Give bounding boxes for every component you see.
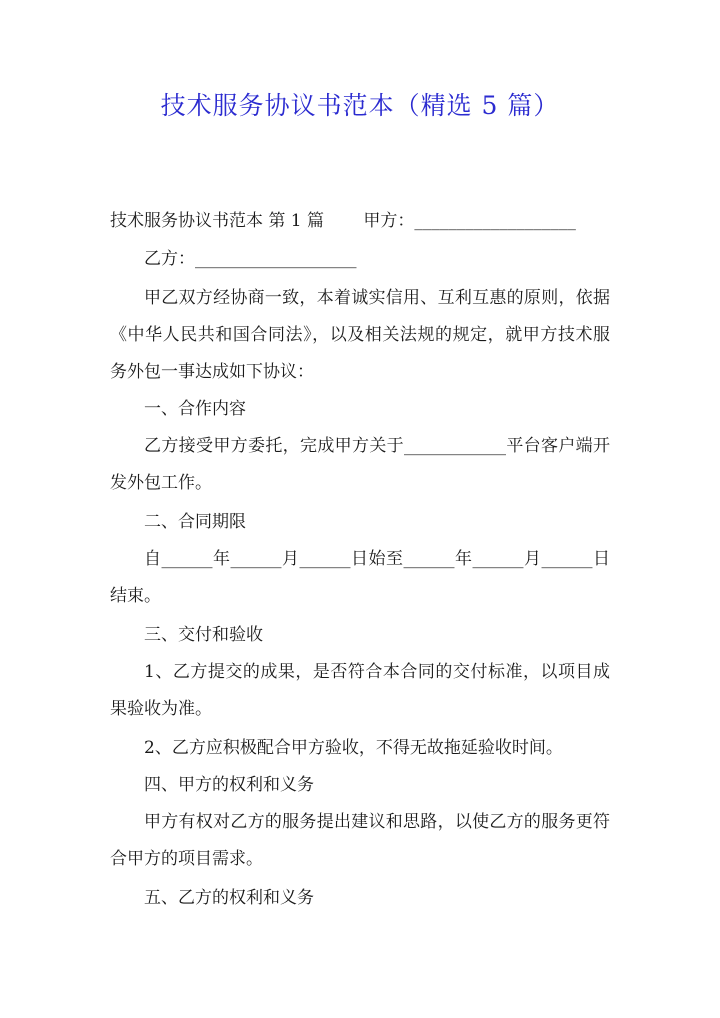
paragraph-delivery-2: 2、乙方应积极配合甲方验收，不得无故拖延验收时间。: [144, 738, 563, 758]
paragraph-intro: 甲乙双方经协商一致，本着诚实信用、互利互惠的原则，依据《中华人民共和国合同法》，以及相关法规的规定，就甲方技术服务外包一事达成如下协议：: [110, 288, 610, 382]
document-title: 技术服务协议书范本（精选 5 篇）: [160, 91, 560, 120]
header-line: 技术服务协议书范本 第 1 篇 甲方：___________________: [110, 211, 576, 231]
paragraph-party-a-rights: 甲方有权对乙方的服务提出建议和思路，以使乙方的服务更符合甲方的项目需求。: [110, 812, 610, 869]
party-b-line: 乙方：___________________: [144, 249, 357, 269]
paragraph-term: 自______年______月______日始至______年______月______日结束。: [110, 549, 610, 606]
section-heading-1: 一、合作内容: [144, 399, 246, 419]
section-heading-4: 四、甲方的权利和义务: [144, 775, 314, 795]
section-heading-5: 五、乙方的权利和义务: [144, 888, 314, 908]
section-heading-3: 三、交付和验收: [144, 625, 263, 645]
section-heading-2: 二、合同期限: [144, 512, 246, 532]
paragraph-cooperation: 乙方接受甲方委托，完成甲方关于____________平台客户端开发外包工作。: [110, 436, 610, 493]
paragraph-delivery-1: 1、乙方提交的成果，是否符合本合同的交付标准，以项目成果验收为准。: [110, 662, 610, 719]
